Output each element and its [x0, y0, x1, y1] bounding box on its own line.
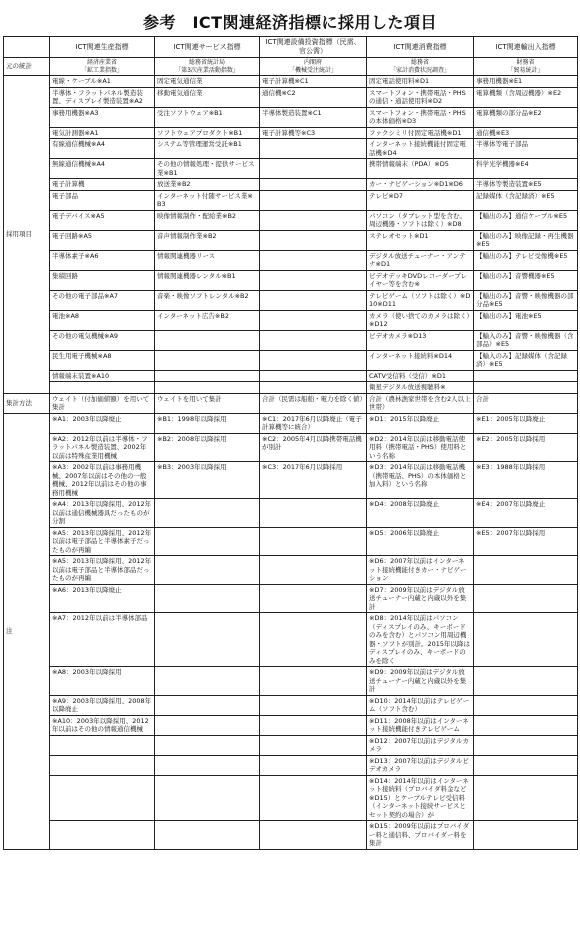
note-cell	[474, 755, 578, 775]
item-cell: 【輸出のみ】映像記録・再生機器※E5	[474, 230, 578, 250]
note-cell	[260, 775, 367, 821]
table-row	[4, 179, 578, 191]
note-cell: ※D12：2007年以前はデジタルカメラ	[367, 735, 474, 755]
note-cell	[474, 695, 578, 715]
table-row	[4, 330, 578, 350]
table-row	[4, 370, 578, 382]
item-cell: カメラ（使い捨てのカメラは除く）※D12	[367, 310, 474, 330]
note-cell	[155, 667, 260, 696]
note-cell: ※D7：2009年以前はデジタル放送チューナー内蔵と内蔵以外を集計	[367, 584, 474, 613]
note-cell: ※D9：2009年以前はデジタル放送チューナー内蔵と内蔵以外を集計	[367, 667, 474, 696]
item-cell: 電子計算機等※C3	[260, 127, 367, 139]
item-cell: 電子計算機	[50, 179, 155, 191]
item-cell	[474, 382, 578, 394]
note-cell: ※A5：2013年以降採用、2012年以前は電子部品と半導体部品だったものが再編	[50, 556, 155, 585]
item-cell	[260, 190, 367, 210]
note-cell: ※D1：2015年以降廃止	[367, 413, 474, 433]
item-cell	[260, 350, 367, 370]
note-cell: ※A9：2003年以降採用、2008年以降廃止	[50, 695, 155, 715]
item-cell: スマートフォン・携帯電話・PHSの本体価格※D3	[367, 107, 474, 127]
header-source: 総務省 「家計消費状況調査」	[367, 58, 474, 76]
note-cell: ※A1：2003年以降廃止	[50, 413, 155, 433]
item-cell: テレビ※D7	[367, 190, 474, 210]
item-cell: 【輸入のみ】記録媒体（含記録済）※E5	[474, 350, 578, 370]
item-cell: 事務用機器※E1	[474, 76, 578, 88]
notes-section	[4, 413, 578, 849]
item-cell	[155, 382, 260, 394]
note-cell: ※A6：2013年以降廃止	[50, 584, 155, 613]
header-source: 総務省統計局 「第3次産業活動指数」	[155, 58, 260, 76]
item-cell: パソコン（タブレット型を含む。周辺機器・ソフトは除く）※D8	[367, 210, 474, 230]
note-cell	[260, 715, 367, 735]
table-row	[4, 584, 578, 613]
method-cell: ウェイトを用いて集計	[155, 393, 260, 413]
item-cell	[260, 310, 367, 330]
item-cell: システム等管理運営受託※B1	[155, 139, 260, 159]
item-cell: ビデオデッキDVDレコーダープレイヤー等を含む※	[367, 270, 474, 290]
table-row	[4, 413, 578, 433]
item-cell	[474, 370, 578, 382]
item-cell: 半導体等電子部品	[474, 139, 578, 159]
item-cell: 情報端末装置※A10	[50, 370, 155, 382]
note-cell	[474, 821, 578, 850]
item-cell: 【輸出のみ】音響機器※E5	[474, 270, 578, 290]
item-cell	[260, 382, 367, 394]
table-row	[4, 667, 578, 696]
table-row	[4, 139, 578, 159]
item-cell: 情報関連機器レンタル※B1	[155, 270, 260, 290]
method-cell: 合計	[474, 393, 578, 413]
note-cell	[155, 695, 260, 715]
header-source: 経済産業省 「鉱工業指数」	[50, 58, 155, 76]
header-name: ICT関連消費指標	[367, 37, 474, 58]
note-cell: ※A3：2002年以前は事務用機械、2007年以前はその他の一般機械、2012年以前はその他の事務用機械	[50, 462, 155, 499]
table-row	[4, 127, 578, 139]
method-cell: ウェイト（付加価値額）を用いて集計	[50, 393, 155, 413]
note-cell	[260, 755, 367, 775]
item-cell: 電算機類の部分品※E2	[474, 107, 578, 127]
item-cell: 電子デバイス※A5	[50, 210, 155, 230]
item-cell: ビデオカメラ※D13	[367, 330, 474, 350]
note-cell: ※D15：2009年以前はプロバイダー料と通信料、プロバイダー料を集計	[367, 821, 474, 850]
method-cell: 合計（民需は船舶・電力を除く値）	[260, 393, 367, 413]
item-cell: 移動電気通信業	[155, 87, 260, 107]
table-row	[4, 310, 578, 330]
item-cell: 電気計測器※A1	[50, 127, 155, 139]
item-cell: 事務用機器※A3	[50, 107, 155, 127]
note-cell	[474, 667, 578, 696]
note-cell	[155, 821, 260, 850]
table-row	[4, 613, 578, 667]
note-cell: ※A2：2012年以前は半導体・フラットパネル製造装置、2002年以前は特殊産業用機械	[50, 433, 155, 462]
note-cell	[260, 821, 367, 850]
item-cell: テレビゲーム（ソフトは除く）※D10※D11	[367, 290, 474, 310]
item-cell	[260, 370, 367, 382]
item-cell: 有線通信機械※A4	[50, 139, 155, 159]
method-row	[4, 393, 578, 413]
items-row-label: 採用項目	[4, 76, 50, 394]
note-cell: ※C3：2017年6月以降採用	[260, 462, 367, 499]
table-row	[4, 250, 578, 270]
note-cell: ※E1：2005年以降廃止	[474, 413, 578, 433]
item-cell: カー・ナビゲーション※D1※D6	[367, 179, 474, 191]
note-cell: ※D8：2014年以前はパソコン（ディスプレイのみ、キーボードのみを含む）とパソコン用周辺機器・ソフトが別計。2015年以降はディスプレイのみ、キーボードのみを除く	[367, 613, 474, 667]
note-cell	[155, 735, 260, 755]
item-cell: 固定電気通信業	[155, 76, 260, 88]
note-cell	[155, 613, 260, 667]
table-row	[4, 462, 578, 499]
table-row	[4, 499, 578, 528]
item-cell: インターネット広告※B2	[155, 310, 260, 330]
item-cell: インターネット付随サービス業※B3	[155, 190, 260, 210]
items-section	[4, 76, 578, 394]
item-cell: 音楽・映像ソフトレンタル※B2	[155, 290, 260, 310]
item-cell	[260, 139, 367, 159]
table-row	[4, 350, 578, 370]
note-cell	[260, 695, 367, 715]
item-cell: スマートフォン・携帯電話・PHSの通信・通話使用料※D2	[367, 87, 474, 107]
note-cell	[50, 735, 155, 755]
table-row	[4, 76, 578, 88]
note-cell	[155, 556, 260, 585]
note-cell	[474, 556, 578, 585]
item-cell: 放送業※B2	[155, 179, 260, 191]
note-cell	[50, 755, 155, 775]
item-cell: 受注ソフトウェア※B1	[155, 107, 260, 127]
note-cell: ※B1：1998年以降採用	[155, 413, 260, 433]
note-cell: ※A5：2013年以降採用、2012年以前は電子部品と半導体素子だったものが再編	[50, 527, 155, 556]
note-cell	[50, 821, 155, 850]
note-cell: ※D11：2008年以前はインターネット接続機能付きテレビゲーム	[367, 715, 474, 735]
note-cell	[260, 584, 367, 613]
item-cell	[260, 290, 367, 310]
item-cell	[260, 159, 367, 179]
item-cell: その他の情報処理・提供サービス業※B1	[155, 159, 260, 179]
header-source: 財務省 「貿易統計」	[474, 58, 578, 76]
note-cell	[155, 584, 260, 613]
header-name: ICT関連設備投資指標（民需、官公需）	[260, 37, 367, 58]
note-cell: ※D13：2007年以前はデジタルビデオカメラ	[367, 755, 474, 775]
header-row-source	[4, 58, 578, 76]
item-cell: デジタル放送チューナー・アンテナ※D1	[367, 250, 474, 270]
item-cell	[260, 270, 367, 290]
item-cell	[50, 382, 155, 394]
item-cell: 【輸出のみ】電池※E5	[474, 310, 578, 330]
table-row	[4, 755, 578, 775]
table-row	[4, 695, 578, 715]
note-cell: ※B3：2003年以降採用	[155, 462, 260, 499]
notes-row-label: 注	[4, 413, 50, 849]
item-cell: 通信機※C2	[260, 87, 367, 107]
item-cell: 映像情報制作・配給業※B2	[155, 210, 260, 230]
note-cell	[260, 613, 367, 667]
item-cell	[260, 330, 367, 350]
note-cell: ※B2：2008年以降採用	[155, 433, 260, 462]
table-row	[4, 107, 578, 127]
note-cell: ※E3：1988年以降採用	[474, 462, 578, 499]
note-cell	[474, 715, 578, 735]
item-cell: ファクシミリ付固定電話機※D1	[367, 127, 474, 139]
item-cell: 電子部品	[50, 190, 155, 210]
corner-cell	[4, 37, 50, 58]
item-cell: 携帯情報端末（PDA）※D5	[367, 159, 474, 179]
note-cell	[260, 527, 367, 556]
item-cell: 固定電話使用料※D1	[367, 76, 474, 88]
table-row	[4, 230, 578, 250]
table-row	[4, 159, 578, 179]
item-cell	[155, 370, 260, 382]
item-cell: 科学光学機器※E4	[474, 159, 578, 179]
indicator-table	[3, 36, 578, 850]
item-cell: 【輸出のみ】テレビ受像機※E5	[474, 250, 578, 270]
item-cell: 【輸出のみ】音響・映像機器の部分品※E5	[474, 290, 578, 310]
item-cell: 通信機※E3	[474, 127, 578, 139]
method-cell: 合計（農林漁家世帯を含む2人以上世帯）	[367, 393, 474, 413]
item-cell: 半導体製造装置※C1	[260, 107, 367, 127]
item-cell: 半導体素子※A6	[50, 250, 155, 270]
note-cell: ※D2：2014年以前は移動電話使用料（携帯電話・PHS）使用料という名称	[367, 433, 474, 462]
item-cell: 【輸出のみ】通信ケーブル※E5	[474, 210, 578, 230]
table-row	[4, 210, 578, 230]
note-cell: ※D4：2008年以降廃止	[367, 499, 474, 528]
item-cell: 半導体等製造装置※E5	[474, 179, 578, 191]
note-cell: ※D14：2014年以前はインターネット接続料（プロバイダ料金など※D15）とケーブルテレビ受信料（インターネット接続サービスとセット契約の場合）が	[367, 775, 474, 821]
item-cell: 【輸入のみ】音響・映像機器（含部品）※E5	[474, 330, 578, 350]
item-cell: その他の電気機械※A9	[50, 330, 155, 350]
item-cell: インターネット接続料※D14	[367, 350, 474, 370]
note-cell: ※A4：2013年以降採用、2012年以前は通信機械器具だったものが分割	[50, 499, 155, 528]
note-cell	[260, 499, 367, 528]
item-cell: インターネット接続機能付固定電話機※D4	[367, 139, 474, 159]
item-cell	[155, 330, 260, 350]
item-cell: 衛星デジタル放送視聴料※	[367, 382, 474, 394]
table-row	[4, 270, 578, 290]
item-cell: CATV受信料（受信）※D1	[367, 370, 474, 382]
note-cell: ※A8：2003年以降採用	[50, 667, 155, 696]
item-cell: 電子計算機※C1	[260, 76, 367, 88]
table-row	[4, 821, 578, 850]
table-row	[4, 715, 578, 735]
note-cell: ※D6：2007年以前はインターネット接続機能付きカー・ナビゲーション	[367, 556, 474, 585]
table-row	[4, 556, 578, 585]
header-row-name	[4, 37, 578, 58]
note-cell: ※A7：2012年以前は半導体部品	[50, 613, 155, 667]
table-row	[4, 290, 578, 310]
header-source: 内閣府 「機械受注統計」	[260, 58, 367, 76]
note-cell	[260, 735, 367, 755]
note-cell	[155, 527, 260, 556]
method-section	[4, 393, 578, 413]
table-row	[4, 735, 578, 755]
item-cell	[260, 210, 367, 230]
note-cell: ※E2：2005年以降採用	[474, 433, 578, 462]
note-cell	[50, 775, 155, 821]
table-row	[4, 433, 578, 462]
note-cell: ※C2：2005年4月以降携帯電話機が別計	[260, 433, 367, 462]
table-row	[4, 775, 578, 821]
note-cell: ※D10：2014年以前はテレビゲーム（ソフト含む）	[367, 695, 474, 715]
item-cell: 無線通信機械※A4	[50, 159, 155, 179]
header-name: ICT関連生産指標	[50, 37, 155, 58]
note-cell	[155, 715, 260, 735]
note-cell: ※D5：2006年以降廃止	[367, 527, 474, 556]
item-cell	[260, 179, 367, 191]
table-row	[4, 382, 578, 394]
note-cell: ※D3：2014年以前は移動電話機（携帯電話、PHS）の本体価格と加入料）という名称	[367, 462, 474, 499]
item-cell: 音声情報制作業※B2	[155, 230, 260, 250]
note-cell: ※A10：2003年以降採用、2012年以前はその他の情報通信機械	[50, 715, 155, 735]
note-cell	[474, 613, 578, 667]
item-cell: 民生用電子機械※A8	[50, 350, 155, 370]
item-cell	[260, 230, 367, 250]
item-cell: ステレオセット※D1	[367, 230, 474, 250]
item-cell: その他の電子部品※A7	[50, 290, 155, 310]
source-row-label: 元の統計	[4, 58, 50, 76]
item-cell: 記録媒体（含記録済）※E5	[474, 190, 578, 210]
table-row	[4, 190, 578, 210]
note-cell: ※C1：2017年6月以降廃止（電子計算機等に統合）	[260, 413, 367, 433]
note-cell	[260, 556, 367, 585]
item-cell: 半導体・フラットパネル製造装置、ディスプレイ製造装置※A2	[50, 87, 155, 107]
header-name: ICT関連サービス指標	[155, 37, 260, 58]
table-row	[4, 87, 578, 107]
item-cell: 電算機類（含周辺機器）※E2	[474, 87, 578, 107]
item-cell: 電線・ケーブル※A1	[50, 76, 155, 88]
header-name: ICT関連輸出入指標	[474, 37, 578, 58]
item-cell: ソフトウェアプロダクト※B1	[155, 127, 260, 139]
table-row	[4, 527, 578, 556]
item-cell	[155, 350, 260, 370]
item-cell: 電池※A8	[50, 310, 155, 330]
note-cell	[155, 775, 260, 821]
note-cell	[155, 755, 260, 775]
method-row-label: 集計方法	[4, 393, 50, 413]
page-title: 参考 ICT関連経済指標に採用した項目	[142, 13, 438, 32]
note-cell	[155, 499, 260, 528]
note-cell	[474, 584, 578, 613]
item-cell: 電子回路※A5	[50, 230, 155, 250]
item-cell: 情報関連機器リース	[155, 250, 260, 270]
item-cell	[260, 250, 367, 270]
note-cell	[260, 667, 367, 696]
note-cell: ※E4：2007年以降廃止	[474, 499, 578, 528]
note-cell	[474, 775, 578, 821]
item-cell: 集積回路	[50, 270, 155, 290]
note-cell	[474, 735, 578, 755]
note-cell: ※E5：2007年以降採用	[474, 527, 578, 556]
